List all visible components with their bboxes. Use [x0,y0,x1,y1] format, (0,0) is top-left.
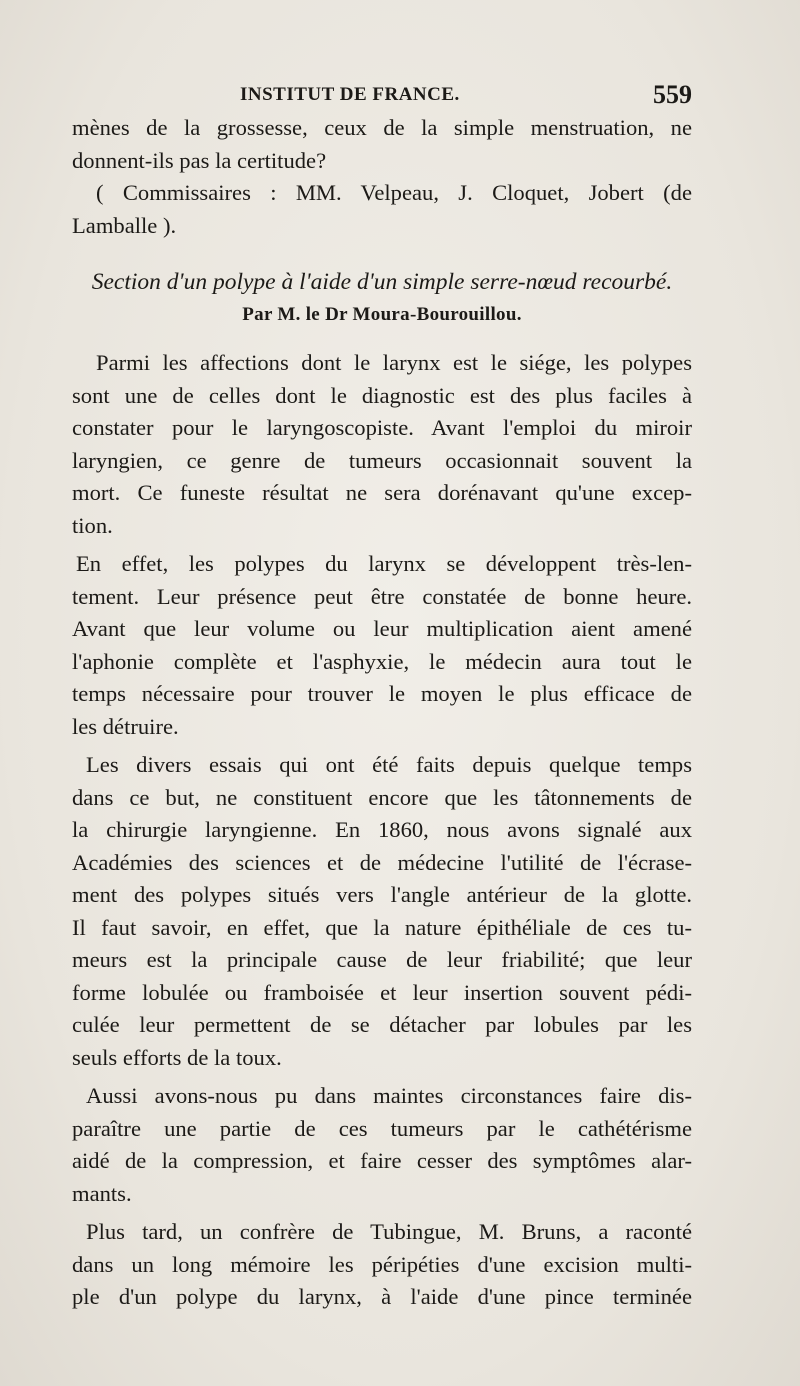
body-paragraph-1 [72,347,692,542]
text-line: forme lobulée ou framboisée et leur insertion souvent pédi- [72,979,692,1005]
text-line: Parmi les affections dont le larynx est le siége, les polypes [96,350,692,375]
text-line: laryngien, ce genre de tumeurs occasionnait souvent la [72,447,692,473]
text-line: temps nécessaire pour trouver le moyen le plus efficace de [72,681,692,706]
text-line: paraître une partie de ces tumeurs par le cathétérisme [72,1115,692,1141]
text-line: sont une de celles dont le diagnostic est des plus faciles à [72,382,692,408]
byline: Par M. le Dr Moura-Bourouillou. [242,303,522,325]
commissaires-paragraph-end [72,210,692,243]
text-line: culée leur permettent de se détacher par lobules par les [72,1012,692,1037]
text-line: mènes de la grossesse, ceux de la simple menstruation, ne [72,115,692,140]
text-line: Aussi avons-nous pu dans maintes circonstances faire dis- [86,1083,692,1108]
text-line: Lamballe ). [72,212,177,238]
text-line: tement. Leur présence peut être constatée de bonne heure. [72,583,692,609]
text-line: ( Commissaires : MM. Velpeau, J. Cloquet, Jobert (de [96,180,692,205]
body-paragraph-4 [72,1080,692,1210]
commissaires-paragraph [72,177,692,210]
text-line: les détruire. [72,713,179,739]
body-paragraph-2 [72,548,692,743]
page-number: 559 [653,80,692,109]
text-line: Les divers essais qui ont été faits depuis quelque temps [86,752,692,777]
page-text [72,112,692,1314]
text-line: l'aphonie complète et l'asphyxie, le médecin aura tout le [72,648,692,674]
text-line: donnent-ils pas la certitude? [72,147,327,173]
paragraph-1 [72,112,692,177]
text-line: la chirurgie laryngienne. En 1860, nous avons signalé aux [72,817,692,842]
running-head-title: INSTITUT DE FRANCE. [240,84,460,105]
text-line: constater pour le laryngoscopiste. Avant l'emploi du miroir [72,415,692,440]
body-paragraph-3 [72,749,692,1074]
text-line: mants. [72,1180,132,1206]
section-title: Section d'un polype à l'aide d'un simple serre-nœud recourbé. [91,269,673,295]
text-line: aidé de la compression, et faire cesser des symptômes alar- [72,1148,692,1173]
text-line: En effet, les polypes du larynx se développent très-len- [76,551,692,576]
text-line: Académies des sciences et de médecine l'utilité de l'écrase- [72,849,692,875]
text-line: Il faut savoir, en effet, que la nature épithéliale de ces tu- [72,914,692,940]
text-line: dans ce but, ne constituent encore que les tâtonnements de [72,784,692,810]
body-paragraph-5 [72,1216,692,1314]
text-line: seuls efforts de la toux. [72,1044,282,1070]
running-head [240,80,692,110]
text-line: Plus tard, un confrère de Tubingue, M. Bruns, a raconté [86,1219,692,1244]
text-line: tion. [72,512,113,538]
text-line: ment des polypes situés vers l'angle antérieur de la glotte. [72,882,692,907]
text-line: dans un long mémoire les péripéties d'une excision multi- [72,1251,692,1277]
text-line: mort. Ce funeste résultat ne sera dorénavant qu'une excep- [72,480,692,505]
text-line: ple d'un polype du larynx, à l'aide d'une pince terminée [72,1284,692,1309]
text-line: Avant que leur volume ou leur multiplication aient amené [72,616,692,641]
text-line: meurs est la principale cause de leur friabilité; que leur [72,947,692,972]
